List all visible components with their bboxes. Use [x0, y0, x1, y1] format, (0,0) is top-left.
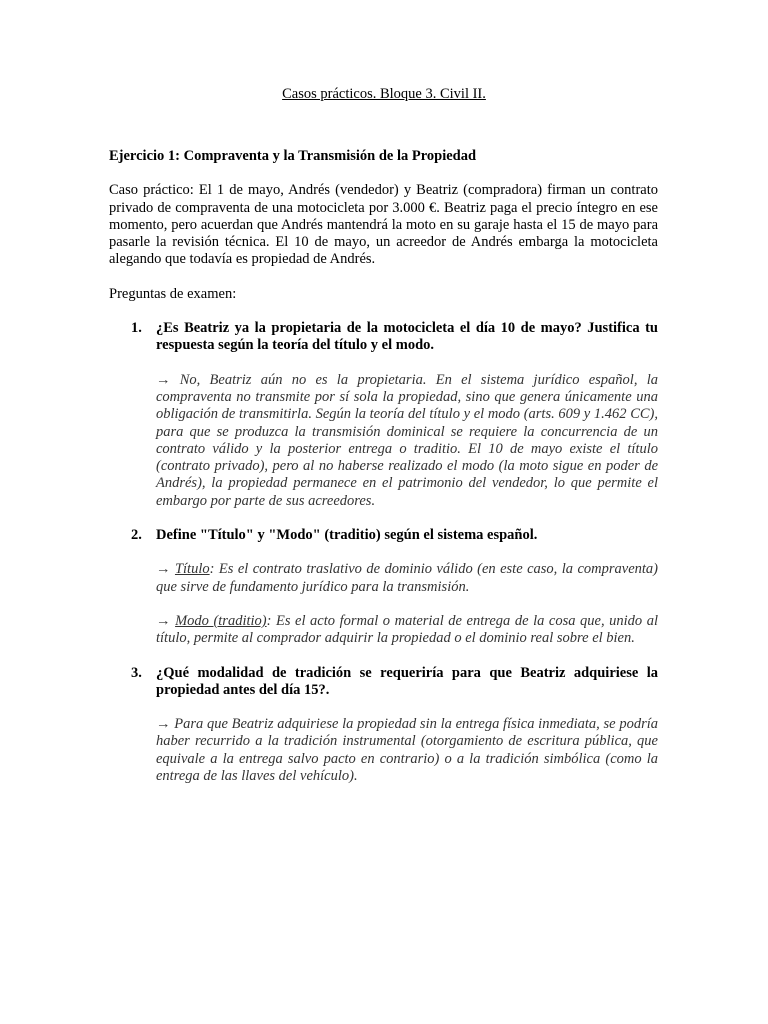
definition-modo: : Es el acto formal o material de entrega de la cosa que, unido al título, permite al comprador adquirir la propiedad o el dominio real sobre el bien. [156, 612, 658, 647]
questions-list [109, 320, 658, 785]
question-text: Define "Título" y "Modo" (traditio) según el sistema español. [156, 527, 538, 544]
term-titulo: Título [174, 561, 210, 578]
term-modo: Modo (traditio) [175, 612, 267, 629]
questions-label: Preguntas de examen: [109, 285, 237, 302]
question-text: ¿Qué modalidad de tradición se requeriría para que Beatriz adquiriese la propiedad antes del día 15?. [156, 664, 658, 698]
question-item-2 [109, 527, 658, 647]
question-item-3 [109, 665, 658, 786]
question-number: 2. [131, 527, 142, 544]
document-title: Casos prácticos. Bloque 3. Civil II. [282, 86, 486, 102]
question-number: 1. [131, 320, 142, 337]
answer-modo [156, 613, 658, 648]
arrow-glyph: → [156, 561, 175, 578]
question-text: ¿Es Beatriz ya la propietaria de la motocicleta el día 10 de mayo? Justifica tu respuesta según la teoría del título y el modo. [156, 320, 658, 354]
answer-titulo [156, 561, 658, 596]
document-body [109, 148, 658, 802]
case-description: Caso práctico: El 1 de mayo, Andrés (vendedor) y Beatriz (compradora) firman un contrato privado de compraventa de una motocicleta por 3.000 €. Beatriz paga el precio íntegro en ese momento, pero acuerdan que Andrés mantendrá la moto en su garaje hasta el 15 de mayo para pasarle la revisión técnica. El 10 de mayo, un acreedor de Andrés embarga la motocicleta alegando que todavía es propiedad de Andrés. [109, 182, 658, 268]
answer-text: → No, Beatriz aún no es la propietaria. En el sistema jurídico español, la compraventa no transmite por sí sola la propiedad, sino que genera únicamente una obligación de transmitirla. Según la teoría del título y el modo (arts. 609 y 1.462 CC), para que se produzca la transmisión dominical se requiere la concurrencia de un contrato válido y la posterior entrega o traditio. El 10 de mayo existe el título (contrato privado), pero al no haberse realizado el modo (la moto sigue en poder de Andrés), la propiedad permanece en el patrimonio del vendedor, lo que permite el embargo por parte de sus acreedores. [156, 371, 658, 509]
exercise-heading: Ejercicio 1: Compraventa y la Transmisión de la Propiedad [109, 148, 477, 164]
arrow-glyph: → [156, 612, 176, 629]
question-number: 3. [131, 664, 142, 681]
answer-text: → Para que Beatriz adquiriese la propiedad sin la entrega física inmediata, se podría haber recurrido a la tradición instrumental (otorgamiento de escritura pública, que equivale a la entrega salvo pacto en contrario) o a la tradición simbólica (como la entrega de las llaves del vehículo). [156, 716, 658, 785]
question-item-1 [109, 320, 658, 510]
definition-titulo: : Es el contrato traslativo de dominio válido (en este caso, la compraventa) que sirve de fundamento jurídico para la transmisión. [156, 561, 659, 595]
